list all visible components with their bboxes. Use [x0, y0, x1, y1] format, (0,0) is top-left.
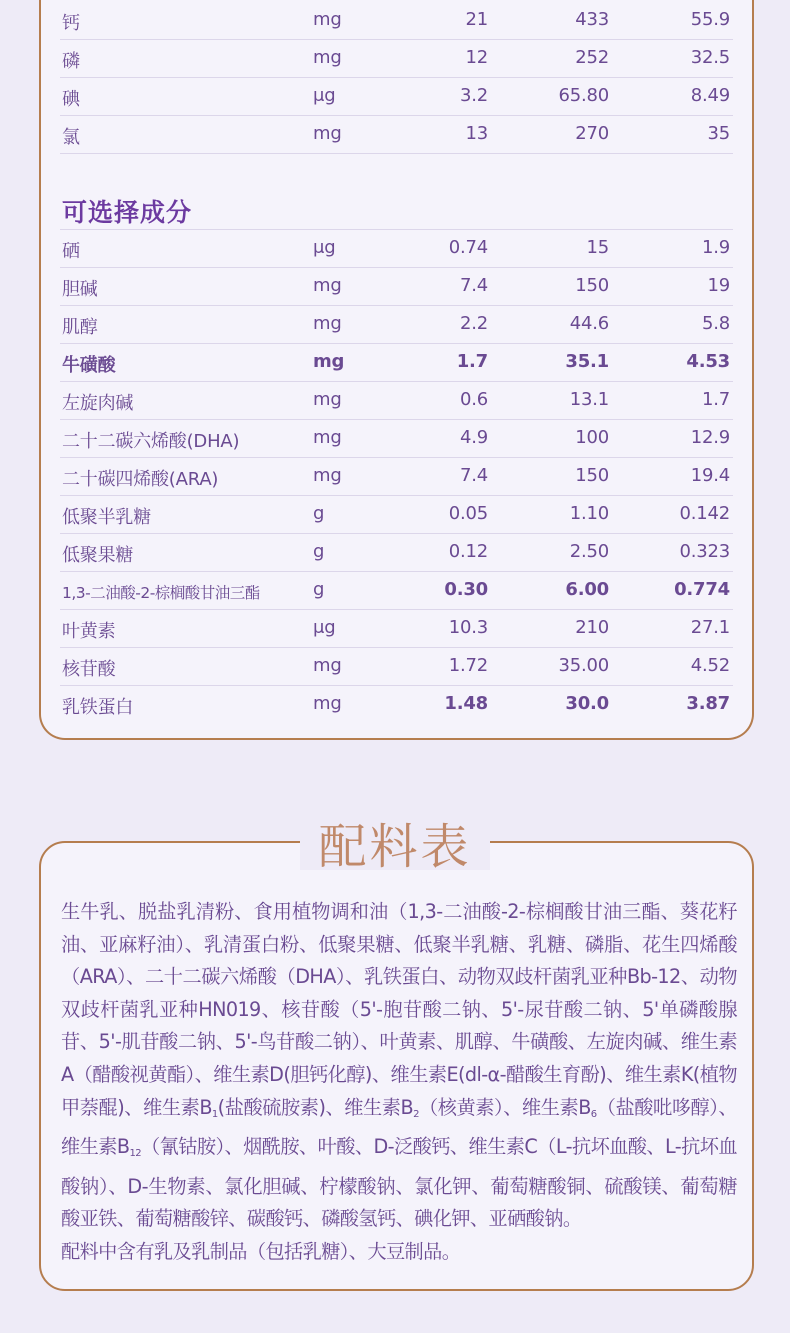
table-row	[60, 381, 733, 420]
nutrient-unit: mg	[313, 123, 342, 144]
table-row	[60, 495, 733, 534]
subscript: 2	[413, 1108, 419, 1120]
nutrient-name: 低聚半乳糖	[62, 507, 151, 528]
value-per-100kj: 0.6	[459, 389, 488, 410]
value-per-100kj: 1.48	[444, 693, 488, 714]
value-per-100ml: 8.49	[690, 85, 730, 106]
value-per-100g: 30.0	[565, 693, 609, 714]
table-row	[60, 229, 733, 268]
value-per-100kj: 13	[465, 123, 488, 144]
value-per-100ml: 4.53	[686, 351, 730, 372]
nutrient-name: 叶黄素	[62, 621, 116, 642]
subscript: 1	[211, 1108, 218, 1120]
value-per-100ml: 0.142	[679, 503, 730, 524]
ingredient-list-part: （氰钴胺）、烟酰胺、叶酸、D-泛酸钙、维生素C（L-抗坏血酸、L-抗坏血酸钠）、D-生物素、氯化胆碱、柠檬酸钠、氯化钾、葡萄糖酸铜、硫酸镁、葡萄糖酸亚铁、葡萄糖酸锌、碳酸钙、磷酸氢钙、碘化钾、亚硒酸钠。	[61, 1135, 737, 1231]
value-per-100g: 2.50	[569, 541, 609, 562]
subscript: 12	[129, 1148, 141, 1160]
nutrient-name: 核苷酸	[62, 659, 116, 680]
nutrient-name: 氯	[62, 127, 80, 148]
nutrient-unit: μg	[313, 85, 336, 106]
nutrient-name: 钙	[62, 13, 80, 34]
value-per-100g: 44.6	[569, 313, 609, 334]
value-per-100g: 35.00	[558, 655, 609, 676]
value-per-100g: 6.00	[565, 579, 609, 600]
value-per-100kj: 10.3	[448, 617, 488, 638]
table-row	[60, 685, 733, 723]
value-per-100ml: 4.52	[690, 655, 730, 676]
nutrient-unit: g	[313, 541, 325, 562]
nutrient-unit: mg	[313, 427, 342, 448]
nutrient-unit: mg	[313, 313, 342, 334]
ingredients-panel	[39, 841, 754, 1291]
nutrient-unit: g	[313, 503, 325, 524]
value-per-100ml: 27.1	[690, 617, 730, 638]
value-per-100g: 100	[575, 427, 609, 448]
value-per-100g: 65.80	[558, 85, 609, 106]
table-row	[60, 571, 733, 610]
value-per-100g: 252	[575, 47, 609, 68]
table-row	[60, 343, 733, 382]
value-per-100kj: 3.2	[459, 85, 488, 106]
nutrient-name: 牛磺酸	[62, 355, 116, 376]
table-row	[60, 267, 733, 306]
table-row	[60, 609, 733, 648]
nutrient-unit: mg	[313, 389, 342, 410]
nutrient-name: 低聚果糖	[62, 545, 134, 566]
nutrient-name: 二十碳四烯酸(ARA)	[62, 469, 219, 490]
nutrient-name: 乳铁蛋白	[62, 697, 134, 718]
value-per-100g: 13.1	[569, 389, 609, 410]
value-per-100g: 150	[575, 465, 609, 486]
nutrient-unit: mg	[313, 351, 345, 372]
value-per-100g: 210	[575, 617, 609, 638]
ingredients-text	[61, 896, 737, 1269]
table-row	[60, 39, 733, 78]
value-per-100kj: 0.05	[448, 503, 488, 524]
value-per-100kj: 0.12	[448, 541, 488, 562]
ingredient-list-part: (盐酸硫胺素)、维生素B	[217, 1095, 414, 1119]
table-row	[60, 1, 733, 40]
value-per-100g: 1.10	[569, 503, 609, 524]
value-per-100g: 270	[575, 123, 609, 144]
ingredient-list-part: （核黄素）、维生素B	[418, 1095, 591, 1119]
value-per-100kj: 0.74	[448, 237, 488, 258]
value-per-100ml: 19.4	[690, 465, 730, 486]
ingredient-list	[61, 896, 737, 1236]
value-per-100ml: 55.9	[690, 9, 730, 30]
ingredient-list-part: 生牛乳、脱盐乳清粉、食用植物调和油（1,3-二油酸-2-棕榈酸甘油三酯、葵花籽油、亚麻籽油）、乳清蛋白粉、低聚果糖、低聚半乳糖、乳糖、磷脂、花生四烯酸（ARA）、二十二碳六烯酸（DHA）、乳铁蛋白、动物双歧杆菌乳亚种Bb-12、动物双歧杆菌乳亚种HN019、核苷酸（5'-胞苷酸二钠、5'-尿苷酸二钠、5'单磷酸腺苷、5'-肌苷酸二钠、5'-鸟苷酸二钠）、叶黄素、肌醇、牛磺酸、左旋肉碱、维生素A（醋酸视黄酯）、维生素D(胆钙化醇)、维生素E(dl-α-醋酸生育酚)、维生素K(植物甲萘醌)、维生素B	[61, 900, 737, 1119]
table-row	[60, 305, 733, 344]
nutrient-name: 二十二碳六烯酸(DHA)	[62, 431, 240, 452]
value-per-100kj: 7.4	[459, 465, 488, 486]
value-per-100ml: 3.87	[686, 693, 730, 714]
value-per-100kj: 1.7	[456, 351, 488, 372]
value-per-100ml: 1.7	[701, 389, 730, 410]
nutrient-unit: g	[313, 579, 325, 600]
nutrient-name: 碘	[62, 89, 80, 110]
nutrient-unit: mg	[313, 465, 342, 486]
section-heading: 可选择成分	[62, 198, 193, 227]
table-row	[60, 419, 733, 458]
nutrient-name: 肌醇	[62, 317, 98, 338]
value-per-100kj: 2.2	[459, 313, 488, 334]
nutrient-name: 磷	[62, 51, 80, 72]
value-per-100kj: 21	[465, 9, 488, 30]
ingredients-title: 配料表	[318, 819, 472, 875]
value-per-100ml: 19	[707, 275, 730, 296]
value-per-100g: 150	[575, 275, 609, 296]
value-per-100ml: 35	[707, 123, 730, 144]
subscript: 6	[590, 1108, 597, 1120]
value-per-100ml: 5.8	[701, 313, 730, 334]
nutrient-unit: μg	[313, 617, 336, 638]
nutrient-name: 1,3-二油酸-2-棕榈酸甘油三酯	[62, 584, 260, 602]
nutrient-name: 胆碱	[62, 279, 98, 300]
nutrient-unit: mg	[313, 9, 342, 30]
value-per-100kj: 7.4	[459, 275, 488, 296]
value-per-100g: 433	[575, 9, 609, 30]
nutrient-unit: mg	[313, 693, 342, 714]
nutrient-unit: μg	[313, 237, 336, 258]
section-heading-row	[60, 191, 733, 230]
nutrient-name: 左旋肉碱	[62, 393, 134, 414]
value-per-100ml: 0.774	[674, 579, 730, 600]
value-per-100ml: 0.323	[679, 541, 730, 562]
value-per-100kj: 4.9	[459, 427, 488, 448]
table-row	[60, 533, 733, 572]
nutrient-unit: mg	[313, 655, 342, 676]
nutrient-name: 硒	[62, 241, 80, 262]
nutrient-unit: mg	[313, 275, 342, 296]
ingredient-list-part: （盐酸吡哆醇）、维生素B	[61, 1095, 737, 1159]
value-per-100g: 35.1	[565, 351, 609, 372]
value-per-100ml: 1.9	[701, 237, 730, 258]
value-per-100kj: 0.30	[444, 579, 488, 600]
table-row	[60, 77, 733, 116]
value-per-100kj: 1.72	[448, 655, 488, 676]
value-per-100g: 15	[586, 237, 609, 258]
nutrient-unit: mg	[313, 47, 342, 68]
nutrition-table-panel	[39, 0, 754, 740]
table-row	[60, 115, 733, 154]
value-per-100kj: 12	[465, 47, 488, 68]
table-row	[60, 457, 733, 496]
allergen-statement: 配料中含有乳及乳制品（包括乳糖）、大豆制品。	[61, 1239, 461, 1263]
value-per-100ml: 12.9	[690, 427, 730, 448]
table-row	[60, 647, 733, 686]
value-per-100ml: 32.5	[690, 47, 730, 68]
